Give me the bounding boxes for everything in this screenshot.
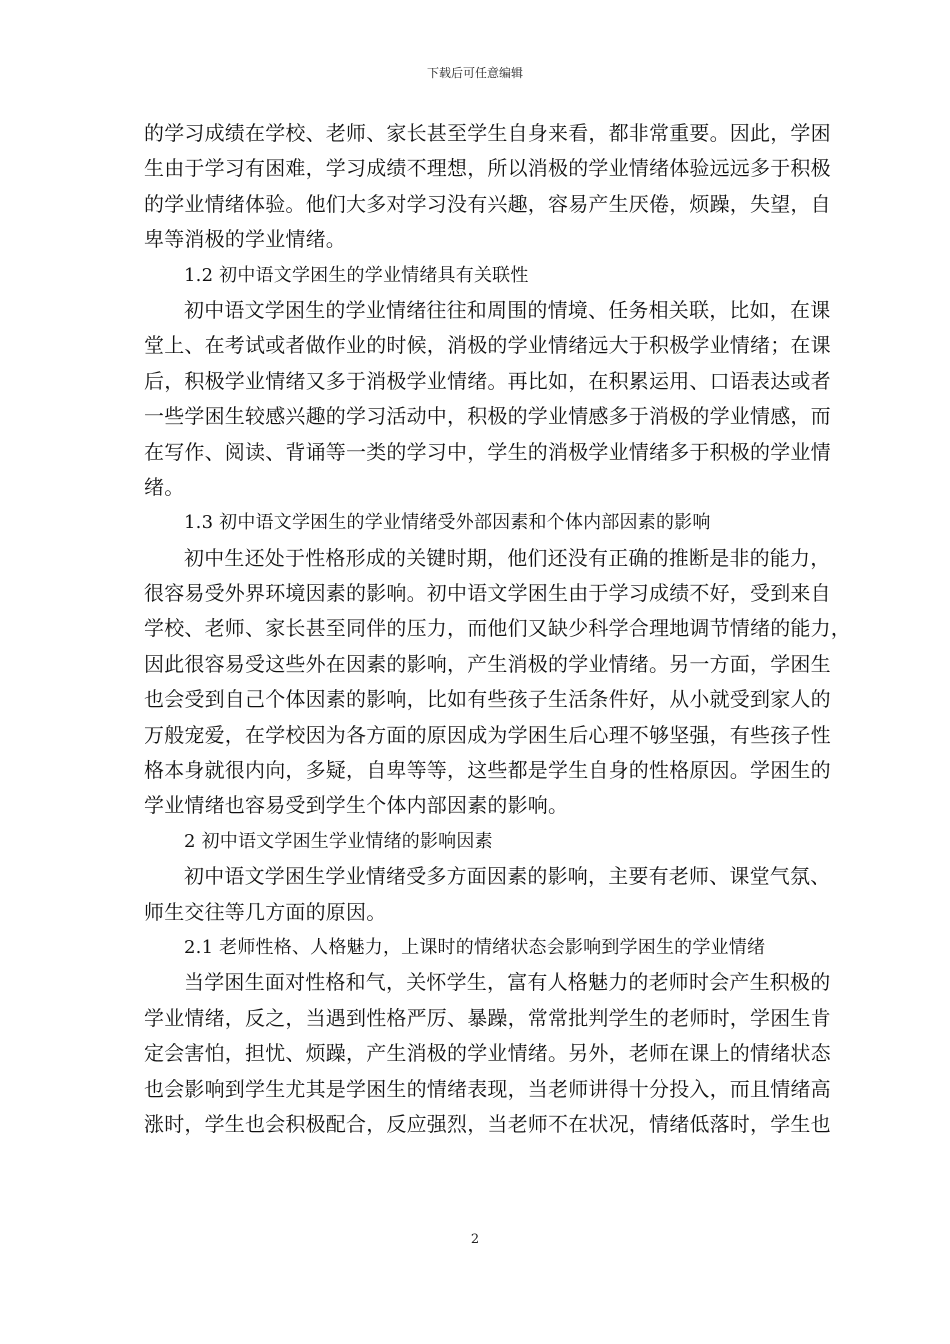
- page-number: 2: [470, 1232, 480, 1247]
- text-line: 也会影响到学生尤其是学困生的情绪表现，当老师讲得十分投入，而且情绪高: [144, 1076, 831, 1101]
- page-header: 下载后可任意编辑: [426, 66, 523, 80]
- text-line: 初中生还处于性格形成的关键时期，他们还没有正确的推断是非的能力，: [184, 545, 831, 570]
- text-line: 很容易受外界环境因素的影响。初中语文学困生由于学习成绩不好，受到来自: [144, 581, 831, 606]
- text-line: 格本身就很内向，多疑，自卑等等，这些都是学生自身的性格原因。学困生的: [144, 758, 831, 783]
- section-heading: 1.3 初中语文学困生的学业情绪受外部因素和个体内部因素的影响: [184, 512, 711, 534]
- text-line: 当学困生面对性格和气，关怀学生，富有人格魅力的老师时会产生积极的: [184, 970, 831, 995]
- text-line: 因此很容易受这些外在因素的影响，产生消极的学业情绪。另一方面，学困生: [144, 651, 831, 676]
- text-line: 学业情绪也容易受到学生个体内部因素的影响。: [144, 793, 569, 818]
- text-line: 万般宠爱，在学校因为各方面的原因成为学困生后心理不够坚强，有些孩子性: [144, 722, 831, 747]
- text-line: 定会害怕，担忧、烦躁，产生消极的学业情绪。另外，老师在课上的情绪状态: [144, 1041, 831, 1066]
- text-line: 也会受到自己个体因素的影响，比如有些孩子生活条件好，从小就受到家人的: [144, 687, 831, 712]
- text-line: 在写作、阅读、背诵等一类的学习中，学生的消极学业情绪多于积极的学业情: [144, 439, 831, 464]
- text-line: 后，积极学业情绪又多于消极学业情绪。再比如，在积累运用、口语表达或者: [144, 368, 831, 393]
- section-heading: 2 初中语文学困生学业情绪的影响因素: [184, 830, 493, 852]
- section-heading: 1.2 初中语文学困生的学业情绪具有关联性: [184, 264, 529, 286]
- text-line: 一些学困生较感兴趣的学习活动中，积极的学业情感多于消极的学业情感，而: [144, 404, 831, 429]
- text-line: 的学业情绪体验。他们大多对学习没有兴趣，容易产生厌倦，烦躁，失望，自: [144, 191, 831, 216]
- text-line: 涨时，学生也会积极配合，反应强烈，当老师不在状况，情绪低落时，学生也: [144, 1111, 831, 1136]
- text-line: 学业情绪，反之，当遇到性格严厉、暴躁，常常批判学生的老师时，学困生肯: [144, 1005, 831, 1030]
- text-line: 师生交往等几方面的原因。: [144, 899, 387, 924]
- text-line: 绪。: [144, 474, 185, 499]
- text-line: 堂上、在考试或者做作业的时候，消极的学业情绪远大于积极学业情绪；在课: [144, 333, 831, 358]
- text-line: 学校、老师、家长甚至同伴的压力，而他们又缺少科学合理地调节情绪的能力，: [144, 616, 851, 641]
- text-line: 生由于学习有困难，学习成绩不理想，所以消极的学业情绪体验远远多于积极: [144, 156, 831, 181]
- text-line: 的学习成绩在学校、老师、家长甚至学生自身来看，都非常重要。因此，学困: [144, 121, 831, 145]
- document-body: [144, 116, 851, 1142]
- text-line: 初中语文学困生学业情绪受多方面因素的影响，主要有老师、课堂气氛、: [184, 864, 831, 889]
- text-line: 初中语文学困生的学业情绪往往和周围的情境、任务相关联，比如，在课: [184, 297, 831, 322]
- section-heading: 2.1 老师性格、人格魅力，上课时的情绪状态会影响到学困生的学业情绪: [184, 936, 766, 958]
- text-line: 卑等消极的学业情绪。: [144, 227, 346, 252]
